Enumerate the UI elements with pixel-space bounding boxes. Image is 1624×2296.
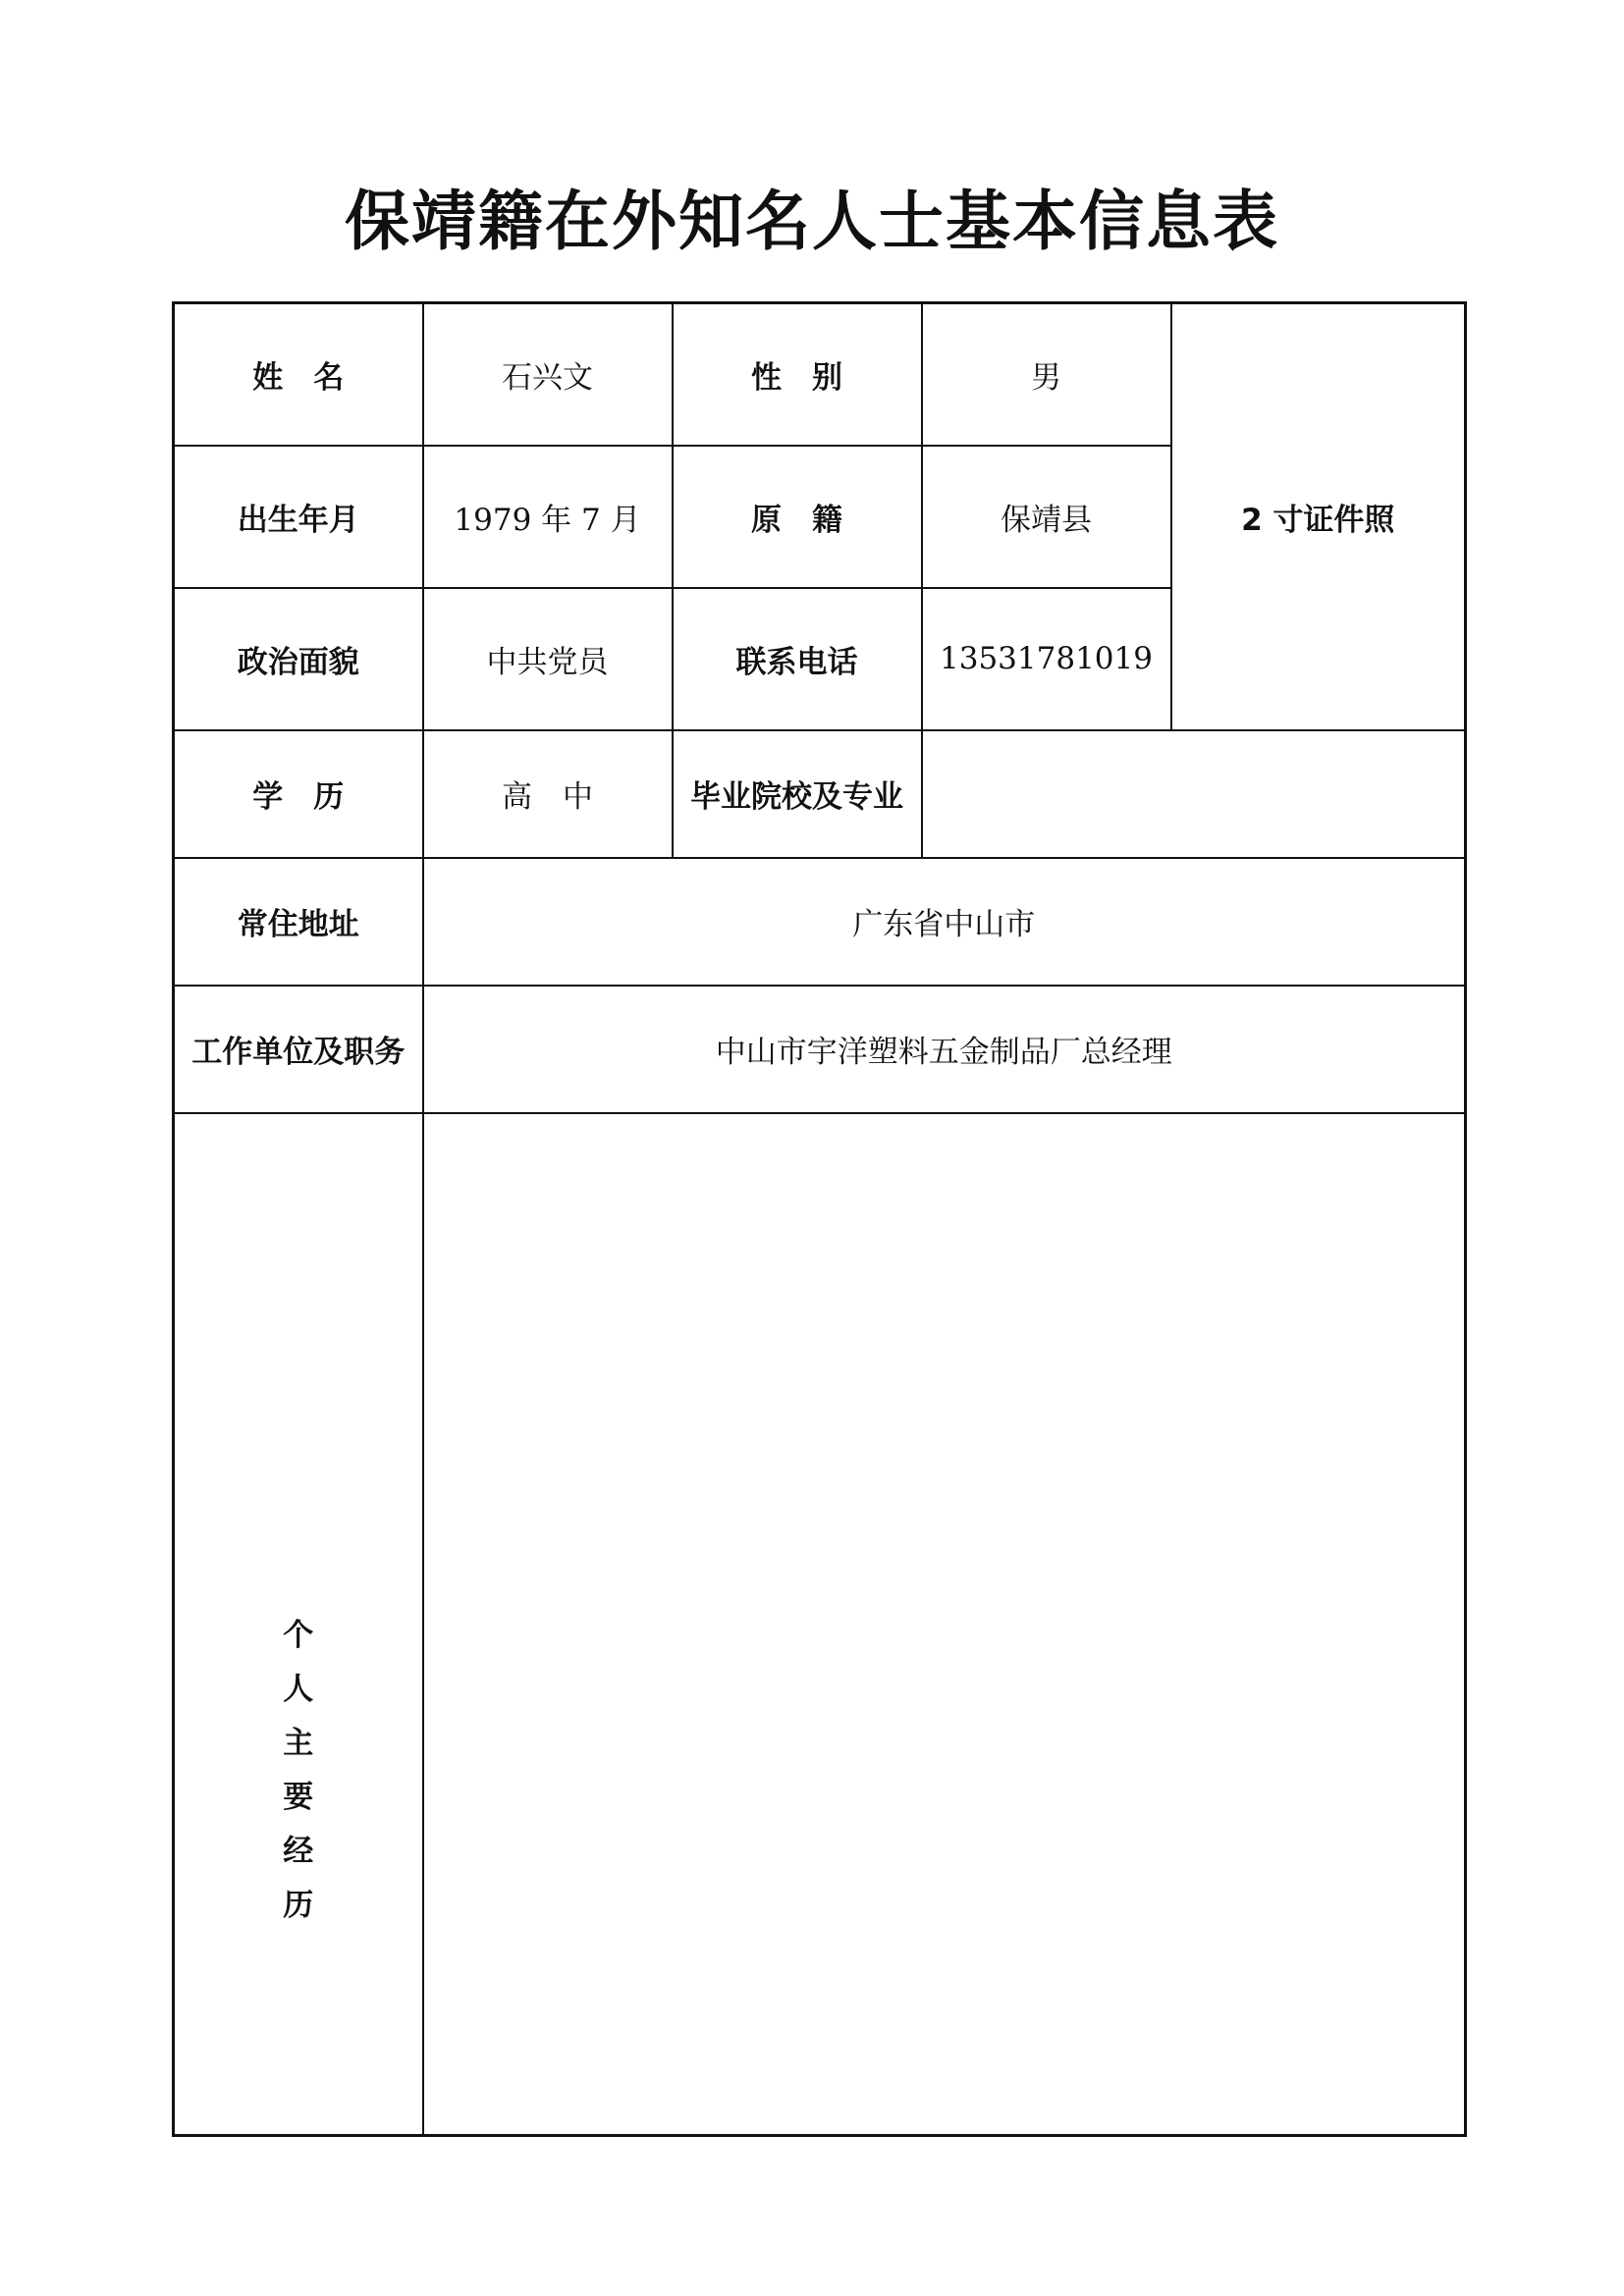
school-label: 毕业院校及专业 bbox=[673, 730, 922, 858]
row-work bbox=[174, 986, 1466, 1113]
origin-label: 原 籍 bbox=[673, 446, 922, 588]
birth-label: 出生年月 bbox=[174, 446, 423, 588]
page-title: 保靖籍在外知名人士基本信息表 bbox=[345, 183, 1279, 259]
address-value: 广东省中山市 bbox=[423, 858, 1466, 986]
phone-value: 13531781019 bbox=[922, 588, 1171, 730]
name-value: 石兴文 bbox=[423, 303, 673, 446]
birth-value: 1979 年 7 月 bbox=[423, 446, 673, 588]
photo-placeholder: 2 寸证件照 bbox=[1171, 303, 1466, 730]
row-address bbox=[174, 858, 1466, 986]
phone-label: 联系电话 bbox=[673, 588, 922, 730]
political-label: 政治面貌 bbox=[174, 588, 423, 730]
origin-value: 保靖县 bbox=[922, 446, 1171, 588]
experience-value bbox=[423, 1113, 1466, 2136]
education-label: 学 历 bbox=[174, 730, 423, 858]
name-label: 姓 名 bbox=[174, 303, 423, 446]
political-value: 中共党员 bbox=[423, 588, 673, 730]
gender-value: 男 bbox=[922, 303, 1171, 446]
experience-label-cell bbox=[174, 1113, 423, 2136]
address-label: 常住地址 bbox=[174, 858, 423, 986]
row-name bbox=[174, 303, 1466, 446]
row-experience bbox=[174, 1113, 1466, 2136]
education-value: 高 中 bbox=[423, 730, 673, 858]
experience-label: 个人主要经历 bbox=[283, 1618, 314, 1924]
gender-label: 性 别 bbox=[673, 303, 922, 446]
info-table bbox=[172, 301, 1467, 2137]
school-value bbox=[922, 730, 1466, 858]
work-label: 工作单位及职务 bbox=[174, 986, 423, 1113]
row-education bbox=[174, 730, 1466, 858]
work-value: 中山市宇洋塑料五金制品厂总经理 bbox=[423, 986, 1466, 1113]
